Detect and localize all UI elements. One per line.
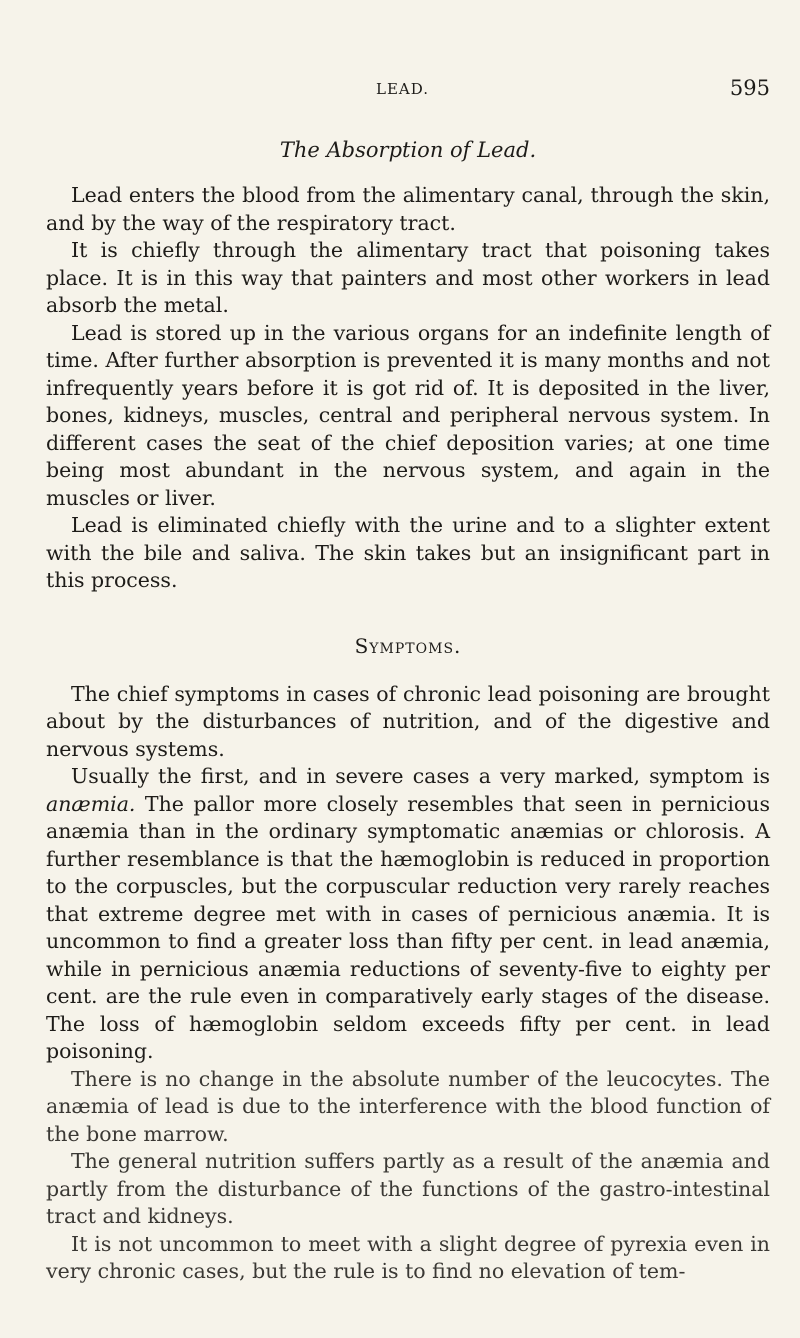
anaemia-emphasis: anæmia.: [46, 791, 136, 816]
paragraph: It is chiefly through the alimentary tract that poisoning takes place. It is in this way that painters and most other workers in lead absorb the metal.: [46, 238, 770, 317]
paragraph-anaemia: [46, 763, 770, 1066]
paragraph: Lead enters the blood from the alimentary canal, through the skin, and by the way of the respiratory tract.: [46, 183, 770, 235]
paragraph: It is not uncommon to meet with a slight degree of pyrexia even in very chronic cases, but the rule is to find no elevation of tem-: [46, 1231, 770, 1283]
paragraph: There is no change in the absolute number of the leucocytes. The anæmia of lead is due to the interference with the blood function of the bone marrow.: [46, 1066, 770, 1146]
paragraph: The chief symptoms in cases of chronic lead poisoning are brought about by the disturbances of nutrition, and of the digestive and nervous systems.: [46, 681, 770, 761]
body-text: [46, 136, 770, 1286]
page-number: 595: [729, 76, 770, 100]
running-title: LEAD.: [376, 80, 430, 98]
anaemia-text-before: Usually the first, and in severe cases a very marked, symptom is: [71, 764, 770, 788]
paragraph: Lead is eliminated chiefly with the urine and to a slighter extent with the bile and saliva. The skin takes but an insignificant part in this process.: [46, 513, 770, 592]
book-page: [46, 0, 770, 1338]
running-head: [46, 76, 770, 104]
section-heading-symptoms: Symptoms.: [354, 633, 462, 658]
anaemia-text-after: The pallor more closely resembles that seen in pernicious anæmia than in the ordinary symptomatic anæmias or chlorosis. A further resemblance is that the hæmoglobin is reduced in proportion to the corpuscles, but the corpuscular reduction very rarely reaches that extreme degree met with in cases of pernicious anæmia. It is uncommon to find a greater loss than fifty per cent. in lead anæmia, while in pernicious anæmia reductions of seventy-five to eighty per cent. are the rule even in comparatively early stages of the disease. The loss of hæmoglobin seldom exceeds fifty per cent. in lead poisoning.: [46, 791, 770, 1063]
paragraph: The general nutrition suffers partly as a result of the anæmia and partly from the disturbance of the functions of the gastro-intestinal tract and kidneys.: [46, 1149, 770, 1228]
section-title-absorption: The Absorption of Lead.: [279, 138, 537, 162]
paragraph: Lead is stored up in the various organs for an indefinite length of time. After further absorption is prevented it is many months and not infrequently years before it is got rid of. It is deposited in the liver, bones, kidneys, muscles, central and peripheral nervous system. In different cases the seat of the chief deposition varies; at one time being most abundant in the nervous system, and again in the muscles or liver.: [46, 320, 770, 510]
